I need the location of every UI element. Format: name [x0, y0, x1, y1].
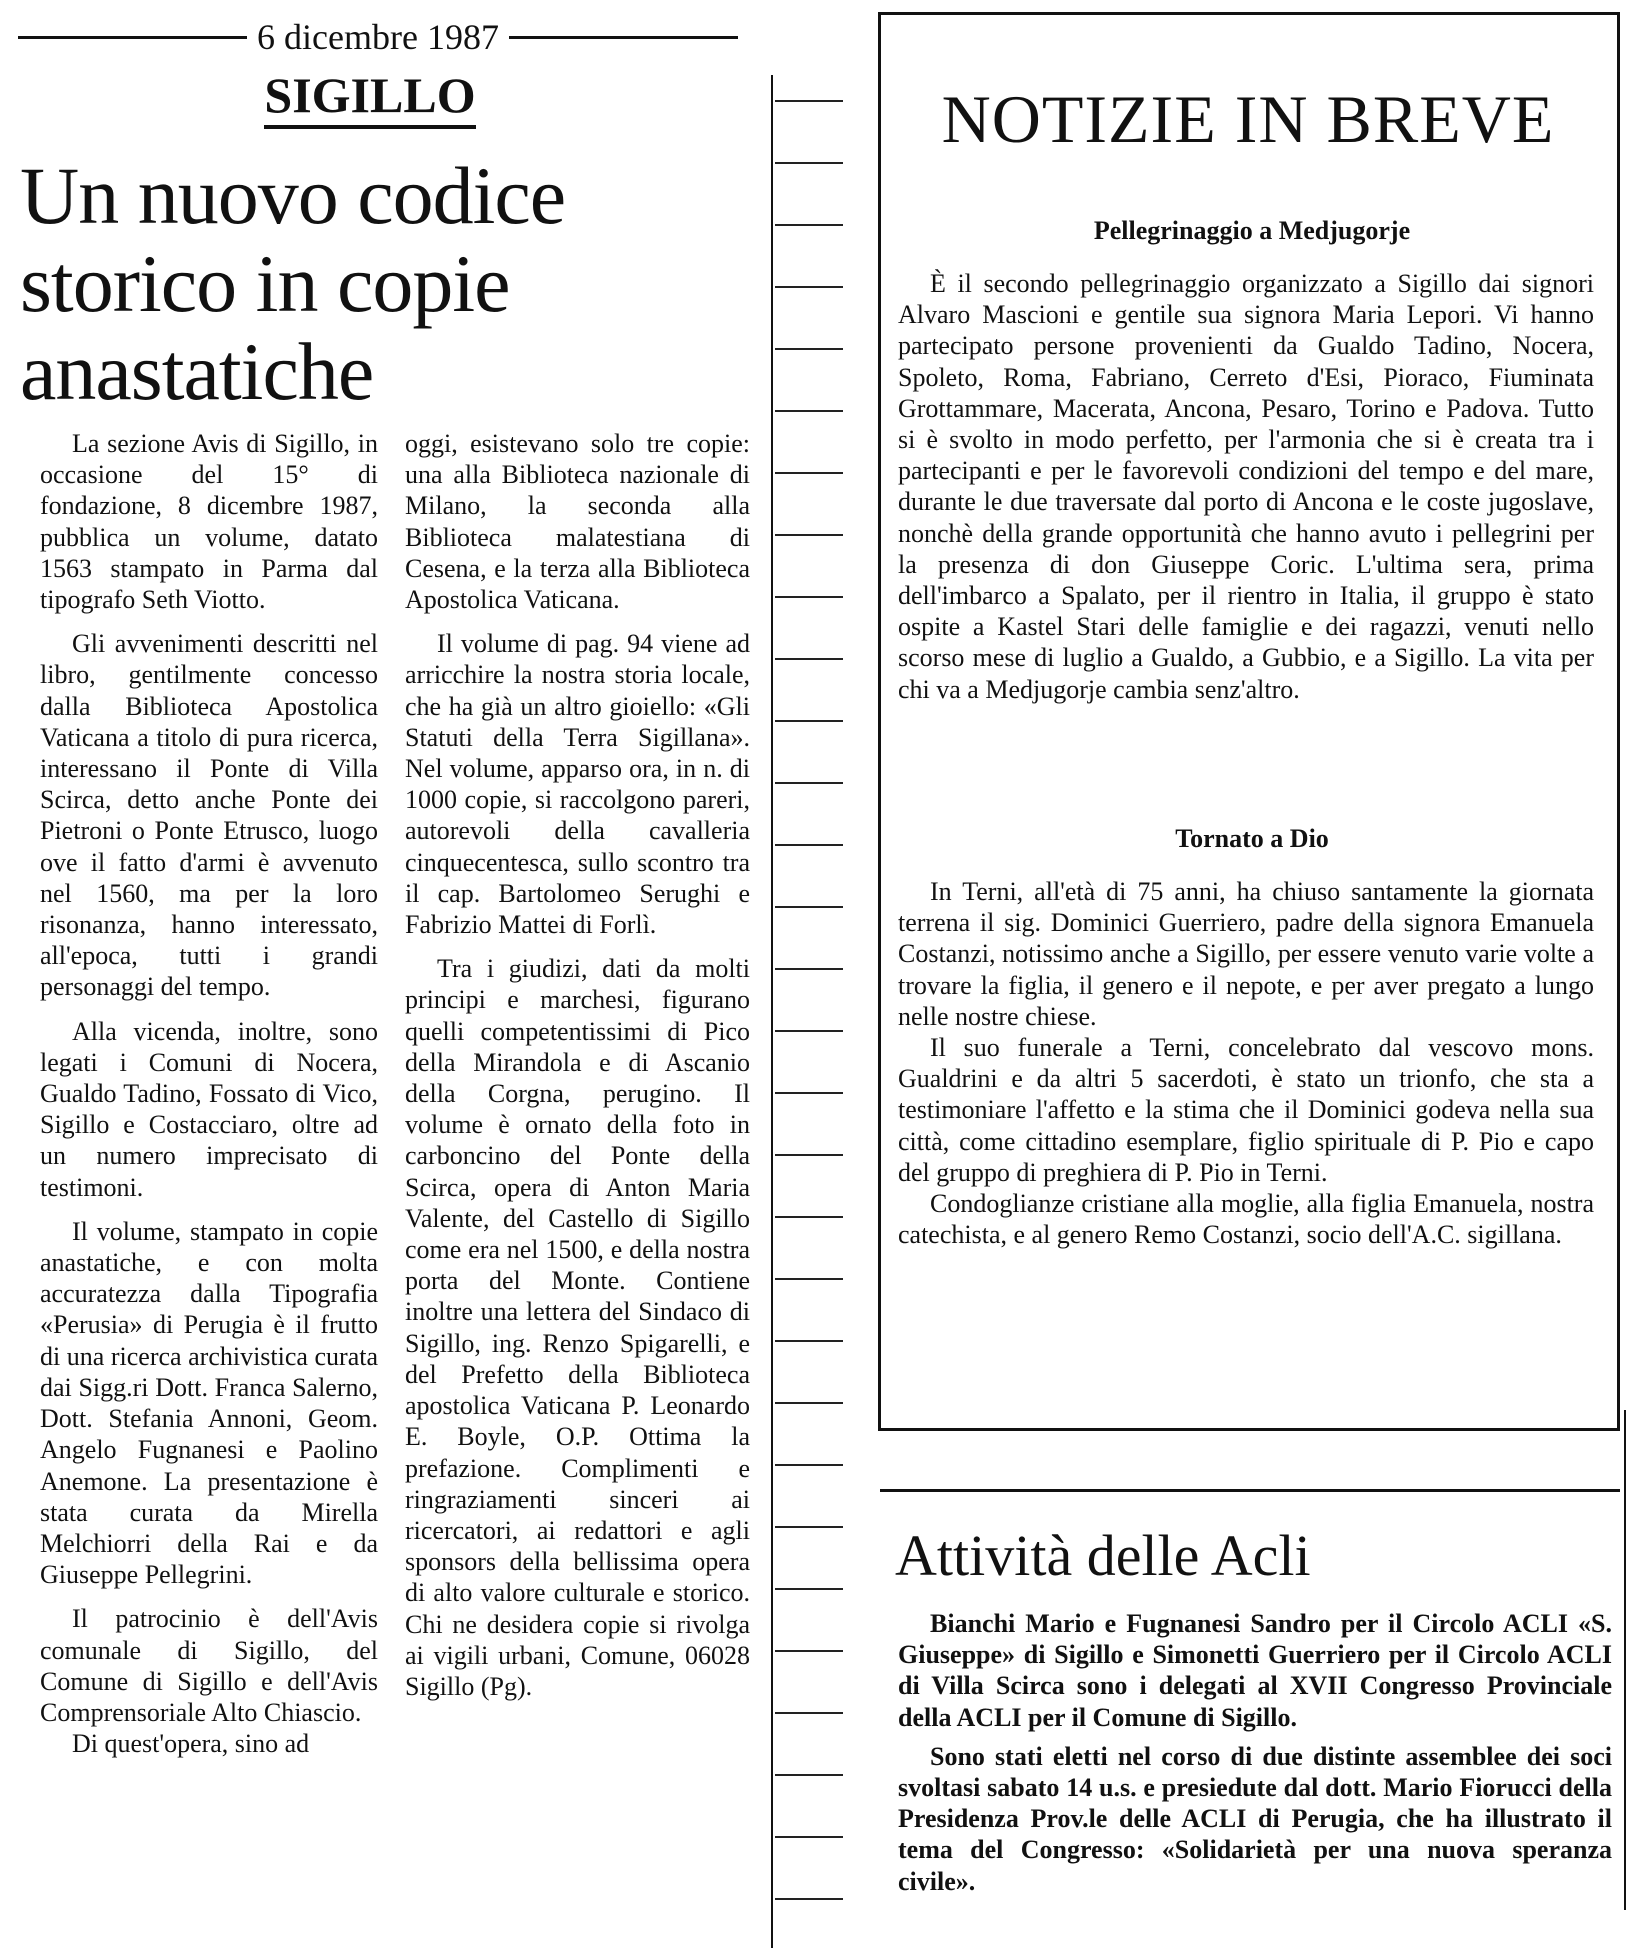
- news-paragraph: In Terni, all'età di 75 anni, ha chiuso santamente la giornata terrena il sig. Dominici Guerriero, padre della signora Emanuela Costanzi, notissimo anche a Sigillo, per essere venuto varie volte a trovare la figlia, il genero e il nepote, e per aver pregato a lungo nelle nostre chiese.: [898, 877, 1594, 1031]
- news-paragraph: Il suo funerale a Terni, concelebrato dal vescovo mons. Gualdrini e da altri 5 sacerdoti, è stato un trionfo, che sta a testimoniare l'affetto e la stima che il Dominici godeva nella sua città, come cittadino esemplare, figlio spirituale di P. Pio e capo del gruppo di preghiera di P. Pio in Terni.: [898, 1033, 1594, 1187]
- news-item-2-body: [898, 876, 1594, 1250]
- margin-tick: [775, 1898, 843, 1900]
- margin-tick: [775, 348, 843, 350]
- acli-title: Attività delle Acli: [895, 1523, 1311, 1588]
- margin-tick: [775, 1216, 843, 1218]
- article-paragraph: Il patrocinio è dell'Avis comunale di Sigillo, del Comune di Sigillo e dell'Avis Comprensoriale Alto Chiascio.: [40, 1604, 378, 1727]
- margin-tick: [775, 1650, 843, 1652]
- margin-tick: [775, 1712, 843, 1714]
- article-paragraph: Il volume di pag. 94 viene ad arricchire la nostra storia locale, che ha già un altro gioiello: «Gli Statuti della Terra Sigillana». Nel volume, apparso ora, in n. di 1000 copie, si raccolgono pareri, autorevoli della cavalleria cinquecentesca, sullo scontro tra il cap. Bartolomeo Serughi e Fabrizio Mattei di Forlì.: [405, 629, 750, 940]
- margin-tick: [775, 596, 843, 598]
- margin-tick: [775, 844, 843, 846]
- margin-tick: [775, 1774, 843, 1776]
- news-item-1-body: [898, 268, 1594, 705]
- article-paragraph: Di quest'opera, sino ad: [72, 1729, 310, 1759]
- article-paragraph: Tra i giudizi, dati da molti principi e marchesi, figurano quelli competentissimi di Pico della Mirandola e di Ascanio della Corgna, perugino. Il volume è ornato della foto in carboncino del Ponte della Scirca, opera di Anton Maria Valente, del Castello di Sigillo come era nel 1500, e della nostra porta del Monte. Contiene inoltre una lettera del Sindaco di Sigillo, ing. Renzo Spigarelli, e del Prefetto della Biblioteca apostolica Vaticana P. Leonardo E. Boyle, O.P. Ottima la prefazione. Complimenti e ringraziamenti sinceri ai ricercatori, ai redattori e agli sponsors della bellissima opera di alto valore culturale e storico. Chi ne desidera copie si rivolga ai vigili urbani, Comune, 06028 Sigillo (Pg).: [405, 954, 750, 1701]
- article-paragraph: La sezione Avis di Sigillo, in occasione del 15° di fondazione, 8 dicembre 1987, pubblica un volume, datato 1563 stampato in Parma dal tipografo Seth Viotto.: [40, 429, 378, 615]
- article-paragraph: oggi, esistevano solo tre copie: una alla Biblioteca nazionale di Milano, la seconda alla Biblioteca malatestiana di Cesena, e la terza alla Biblioteca Apostolica Vaticana.: [405, 429, 750, 615]
- margin-tick: [775, 224, 843, 226]
- dateline: [18, 14, 738, 60]
- margin-tick: [775, 1092, 843, 1094]
- margin-tick: [775, 1154, 843, 1156]
- margin-tick: [775, 1340, 843, 1342]
- margin-tick: [775, 286, 843, 288]
- headline: [20, 152, 740, 416]
- news-paragraph: È il secondo pellegrinaggio organizzato a Sigillo dai signori Alvaro Mascioni e gentile sua signora Maria Lepori. Vi hanno partecipato persone provenienti da Gualdo Tadino, Nocera, Spoleto, Roma, Fabriano, Cerreto d'Esi, Pioraco, Fiuminata Grottammare, Macerata, Ancona, Pesaro, Torino e Padova. Tutto si è svolto in modo perfetto, per l'armonia che si è creata tra i partecipanti e per le favorevoli condizioni del tempo e del mare, durante le due traversate dal porto di Ancona e le coste jugoslave, nonchè della grande opportunità che hanno avuto i pellegrini per la presenza di don Giuseppe Coric. L'ultima sera, prima dell'imbarco a Spalato, per il rientro in Italia, il gruppo è stato ospite a Kastel Stari delle famiglie e dei ragazzi, venuti nello scorso mese di luglio a Gualdo, a Gubbio, e a Sigillo. La vita per chi va a Medjugorje cambia senz'altro.: [898, 269, 1594, 704]
- news-box-title: NOTIZIE IN BREVE: [941, 81, 1555, 157]
- margin-tick: [775, 720, 843, 722]
- margin-tick: [775, 968, 843, 970]
- margin-tick: [775, 410, 843, 412]
- margin-tick: [775, 162, 843, 164]
- margin-tick: [775, 534, 843, 536]
- article-column-2: [405, 428, 750, 1715]
- margin-tick: [775, 472, 843, 474]
- headline-line-1: Un nuovo codice: [20, 150, 566, 241]
- acli-body: [898, 1608, 1612, 1905]
- article-column-1: [40, 428, 378, 1772]
- headline-line-2: storico in copie: [20, 238, 510, 329]
- news-item-1-heading: Pellegrinaggio a Medjugorje: [1093, 216, 1411, 245]
- article-paragraph: Alla vicenda, inoltre, sono legati i Comuni di Nocera, Gualdo Tadino, Fossato di Vico, Sigillo e Costacciaro, oltre ad un numero imprecisato di testimoni.: [40, 1016, 378, 1202]
- dateline-rule-left: [18, 36, 247, 39]
- margin-tick: [775, 782, 843, 784]
- headline-line-3: anastatiche: [20, 326, 374, 417]
- right-edge-rule: [1624, 1410, 1626, 1910]
- news-paragraph: Condoglianze cristiane alla moglie, alla figlia Emanuela, nostra catechista, e al genero Remo Costanzi, socio dell'A.C. sigillana.: [898, 1189, 1594, 1250]
- article-paragraph: Il volume, stampato in copie anastatiche, e con molta accuratezza dalla Tipografia «Perusia» di Perugia è il frutto di una ricerca archivistica curata dai Sigg.ri Dott. Franca Salerno, Dott. Stefania Annoni, Geom. Angelo Fugnanesi e Paolino Anemone. La presentazione è stata curata da Mirella Melchiorri della Rai e da Giuseppe Pellegrini.: [40, 1216, 378, 1590]
- margin-tick: [775, 1030, 843, 1032]
- margin-tick: [775, 1836, 843, 1838]
- margin-tick: [775, 1588, 843, 1590]
- article-paragraph: Gli avvenimenti descritti nel libro, gentilmente concesso dalla Biblioteca Apostolica Vaticana a titolo di pura ricerca, interessano il Ponte di Villa Scirca, detto anche Ponte dei Pietroni o Ponte Etrusco, luogo ove il fatto d'armi è avvenuto nel 1560, ma per la loro risonanza, hanno interessato, all'epoca, tutti i grandi personaggi del tempo.: [40, 629, 378, 1002]
- margin-tick: [775, 1278, 843, 1280]
- news-item-2-heading: Tornato a Dio: [1175, 824, 1329, 853]
- margin-tick: [775, 1464, 843, 1466]
- margin-tick: [775, 1402, 843, 1404]
- acli-top-rule: [880, 1489, 1620, 1492]
- margin-tick: [775, 100, 843, 102]
- margin-tick: [775, 1526, 843, 1528]
- acli-paragraph: Sono stati eletti nel corso di due distinte assemblee dei soci svoltasi sabato 14 u.s. e presiedute dal dott. Mario Fiorucci della Presidenza Prov.le delle ACLI di Perugia, che ha illustrato il tema del Congresso: «Solidarietà per una nuova speranza civile».: [898, 1741, 1612, 1896]
- dateline-rule-right: [509, 36, 738, 39]
- section-title: SIGILLO: [264, 67, 475, 129]
- acli-paragraph: Bianchi Mario e Fugnanesi Sandro per il Circolo ACLI «S. Giuseppe» di Sigillo e Simonetti Guerriero per il Circolo ACLI di Villa Scirca sono i delegati al XVII Congresso Provinciale della ACLI per il Comune di Sigillo.: [898, 1609, 1612, 1732]
- margin-tick: [775, 906, 843, 908]
- margin-tick: [775, 658, 843, 660]
- section-label: [0, 66, 740, 124]
- article-date: 6 dicembre 1987: [257, 17, 499, 57]
- column-divider: [771, 75, 773, 1948]
